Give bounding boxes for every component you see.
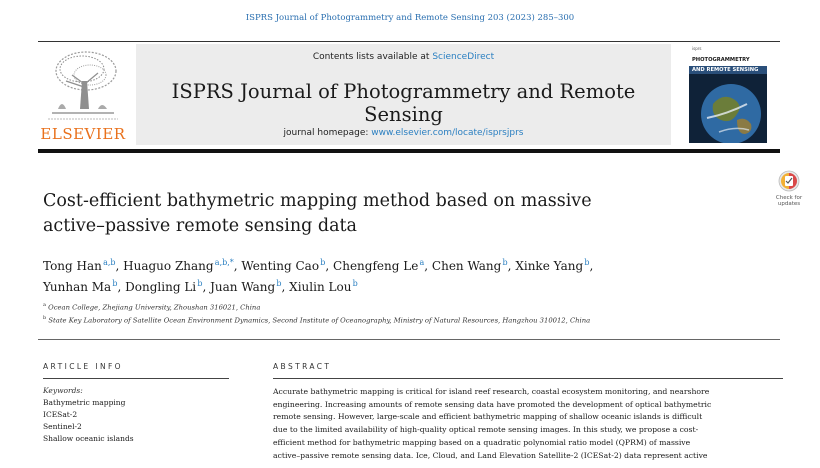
keywords-label: Keywords: [43,386,83,395]
affiliation-mark: b [43,315,47,321]
author[interactable] [123,259,234,273]
publisher-wordmark: ELSEVIER [40,125,126,143]
author-name: Yunhan Ma [43,280,112,294]
cover-logo-text: isprs [692,46,702,51]
abstract-line: engineering. Increasing amounts of remote sensing data have promoted the development of optical bathymetric [273,399,712,409]
keyword-item: ICESat-2 [43,410,78,419]
journal-citation[interactable]: ISPRS Journal of Photogrammetry and Remote Sensing 203 (2023) 285–300 [245,13,575,23]
abstract-heading: ABSTRACT [273,362,332,371]
author-sup[interactable]: a [419,258,425,267]
author-sup[interactable]: b [197,279,203,288]
abstract-line: active–passive remote sensing data. Ice, Cloud, and Land Elevation Satellite-2 (ICESat-2) data represent active [273,450,708,460]
author-sup[interactable]: b [352,279,358,288]
affiliation-text: State Key Laboratory of Satellite Ocean Environment Dynamics, Second Institute of Oceanography, Ministry of Natural Resources, Hangzhou 310012, China [48,316,591,325]
abstract-line: remote sensing. However, large-scale and efficient bathymetric mapping of shallow oceanic islands is difficult [273,412,703,422]
author-sup[interactable]: a,b,* [214,258,234,267]
author[interactable] [43,259,116,273]
author[interactable] [515,259,589,273]
affiliation-rule [38,339,780,340]
homepage-link[interactable]: www.elsevier.com/locate/isprsjprs [371,128,524,138]
abstract-rule [273,378,783,379]
cover-earth-image [689,74,767,143]
author-name: Xiulin Lou [289,280,352,294]
article-title-line1: Cost-efficient bathymetric mapping method based on massive [43,191,592,211]
author-name: Chengfeng Le [333,259,419,273]
author-sup[interactable]: b [112,279,118,288]
check-updates-line1: Check for [775,195,803,201]
author-name: Huaguo Zhang [123,259,214,273]
author-name: Wenting Cao [241,259,320,273]
author-name: Tong Han [43,259,102,273]
author-sup[interactable]: b [502,258,508,267]
journal-cover [689,44,767,143]
contents-line [136,52,671,62]
author-sup[interactable]: a,b [103,258,116,267]
header-rule [38,41,780,42]
author-list [43,254,743,296]
abstract-line: efficient method for bathymetric mapping based on a quadratic polynomial ratio model (QPRM) of massive [273,437,691,447]
author-line-2: Yunhan Ma $^b$, Dongling Li $^b$, Juan Wang $^b$, Xiulin Lou $^b$ [43,279,358,294]
elsevier-tree-logo [42,47,124,123]
check-updates-line2: updates [777,201,801,207]
contents-prefix: Contents lists available at [312,52,433,62]
author-sup[interactable]: b [320,258,326,267]
homepage-prefix: journal homepage: [283,128,372,138]
author[interactable] [432,259,508,273]
author[interactable] [333,259,424,273]
author[interactable] [125,280,202,294]
author[interactable] [43,280,118,294]
author-name: Xinke Yang [515,259,584,273]
author[interactable] [210,280,281,294]
affiliation-a [43,302,783,311]
cover-title-line2: AND REMOTE SENSING [692,67,759,73]
author-sup[interactable]: b [276,279,282,288]
check-for-updates-icon[interactable] [778,170,800,194]
author-line-1: Tong Han $^{a,b}$, Huaguo Zhang $^{a,b,*}$, Wenting Cao $^b$, Chengfeng Le $^a$, Chen Wang $^b$, Xinke Yang $^b$, [43,258,594,273]
author-name: Juan Wang [210,280,276,294]
keyword-item: Sentinel-2 [43,422,82,431]
author-name: Chen Wang [431,259,502,273]
article-title-line2: active–passive remote sensing data [43,216,357,236]
keyword-item: Shallow oceanic islands [43,434,134,443]
check-updates-label[interactable] [771,195,807,207]
article-info-heading: ARTICLE INFO [43,362,123,371]
article-info-rule [43,378,229,379]
abstract-line: due to the limited availability of high-quality optical remote sensing images. In this study, we propose a cost- [273,425,699,435]
author-name: Dongling Li [125,280,197,294]
author[interactable] [289,280,358,294]
cover-title-line1: PHOTOGRAMMETRY [692,57,750,63]
keyword-item: Bathymetric mapping [43,398,126,407]
affiliation-mark: a [43,302,46,308]
author-sup[interactable]: b [584,258,590,267]
journal-title: ISPRS Journal of Photogrammetry and Remote Sensing [171,80,636,126]
abstract-line: Accurate bathymetric mapping is critical for island reef research, coastal ecosystem monitoring, and nearshore [273,387,710,396]
article-title [43,189,663,239]
abstract-body [273,386,783,462]
affiliation-text: Ocean College, Zhejiang University, Zhoushan 316021, China [48,303,261,312]
sciencedirect-link[interactable]: ScienceDirect [432,52,495,62]
homepage-line [136,128,671,138]
affiliation-b [43,315,783,324]
author[interactable] [241,259,325,273]
header-thick-rule [38,149,780,153]
